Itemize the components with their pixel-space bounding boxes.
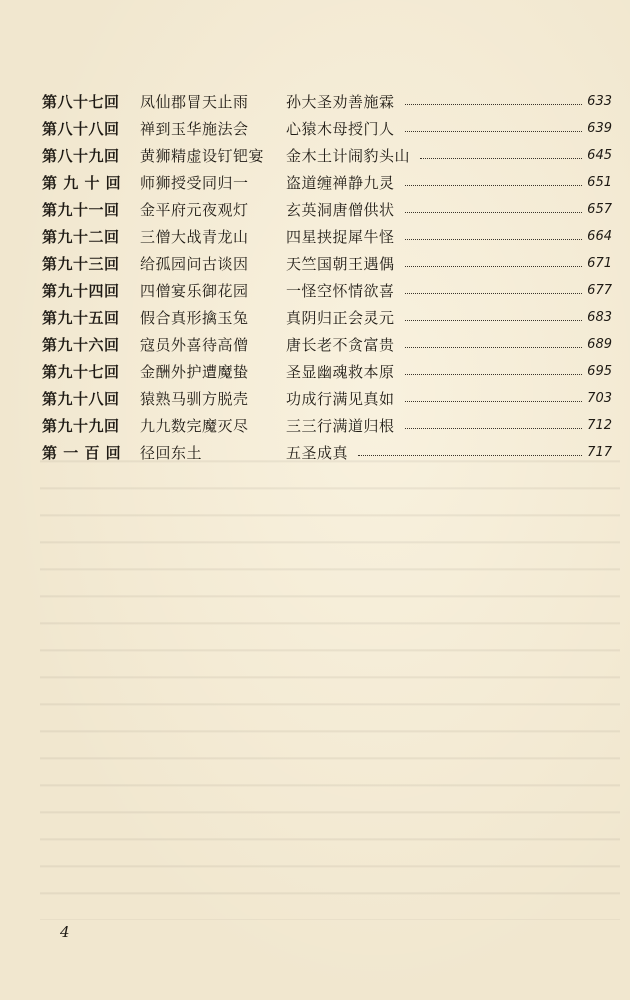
toc-entry (42, 223, 612, 250)
dot-leader (405, 104, 582, 105)
dot-leader (405, 185, 582, 186)
page-reference: 703 (587, 391, 612, 406)
chapter-title-second-line: 盗道缠禅静九灵 (286, 174, 395, 192)
chapter-number: 第九十六回 (42, 336, 120, 354)
chapter-title-second-line: 四星挟捉犀牛怪 (286, 228, 395, 246)
chapter-title-first-line: 三僧大战青龙山 (140, 228, 249, 246)
chapter-title-first-line: 金酬外护遭魔蛰 (140, 363, 249, 381)
chapter-title-second-line: 五圣成真 (286, 444, 349, 462)
chapter-number: 第九十八回 (42, 390, 120, 408)
page-reference: 677 (587, 283, 612, 298)
chapter-title-first-line: 四僧宴乐御花园 (140, 282, 249, 300)
toc-entry (42, 142, 612, 169)
page-reference: 717 (587, 445, 612, 460)
toc-entry (42, 304, 612, 331)
page-reference: 712 (587, 418, 612, 433)
chapter-title-second-line: 玄英洞唐僧供状 (286, 201, 395, 219)
bleed-through-shadow (40, 450, 620, 920)
toc-entry (42, 277, 612, 304)
page-reference: 695 (587, 364, 612, 379)
chapter-number: 第九十五回 (42, 309, 120, 327)
page-reference: 633 (587, 94, 612, 109)
dot-leader (405, 347, 582, 348)
chapter-title-first-line: 假合真形擒玉兔 (140, 309, 249, 327)
chapter-title-first-line: 猿熟马驯方脱壳 (140, 390, 249, 408)
chapter-number: 第 一 百 回 (42, 444, 122, 462)
toc-entry (42, 439, 612, 466)
chapter-number: 第九十三回 (42, 255, 120, 273)
page-reference: 639 (587, 121, 612, 136)
page-number: 4 (60, 923, 70, 941)
chapter-title-first-line: 径回东土 (140, 444, 203, 462)
dot-leader (358, 455, 582, 456)
dot-leader (405, 131, 582, 132)
toc-entry (42, 331, 612, 358)
chapter-title-first-line: 黄狮精虚设钉钯宴 (140, 147, 265, 165)
toc-entry (42, 412, 612, 439)
chapter-title-second-line: 孙大圣劝善施霖 (286, 93, 395, 111)
dot-leader (405, 293, 582, 294)
toc-entry (42, 250, 612, 277)
chapter-number: 第 九 十 回 (42, 174, 122, 192)
chapter-title-first-line: 凤仙郡冒天止雨 (140, 93, 249, 111)
chapter-title-first-line: 寇员外喜待高僧 (140, 336, 249, 354)
chapter-number: 第九十七回 (42, 363, 120, 381)
toc-entry (42, 115, 612, 142)
chapter-number: 第八十七回 (42, 93, 120, 111)
page-reference: 689 (587, 337, 612, 352)
dot-leader (405, 428, 582, 429)
chapter-title-second-line: 唐长老不贪富贵 (286, 336, 395, 354)
page-reference: 683 (587, 310, 612, 325)
chapter-number: 第九十九回 (42, 417, 120, 435)
page-reference: 671 (587, 256, 612, 271)
page-reference: 664 (587, 229, 612, 244)
chapter-number: 第八十八回 (42, 120, 120, 138)
page-reference: 657 (587, 202, 612, 217)
toc-entry (42, 88, 612, 115)
dot-leader (405, 239, 582, 240)
chapter-title-second-line: 功成行满见真如 (286, 390, 395, 408)
toc-entry (42, 169, 612, 196)
chapter-number: 第九十四回 (42, 282, 120, 300)
toc-entry (42, 196, 612, 223)
chapter-title-second-line: 三三行满道归根 (286, 417, 395, 435)
table-of-contents (42, 88, 612, 466)
dot-leader (405, 266, 582, 267)
chapter-title-second-line: 心猿木母授门人 (286, 120, 395, 138)
chapter-number: 第九十二回 (42, 228, 120, 246)
dot-leader (405, 374, 582, 375)
chapter-title-first-line: 禅到玉华施法会 (140, 120, 249, 138)
chapter-title-first-line: 九九数完魔灭尽 (140, 417, 249, 435)
chapter-title-first-line: 师狮授受同归一 (140, 174, 249, 192)
chapter-title-second-line: 真阴归正会灵元 (286, 309, 395, 327)
chapter-title-second-line: 天竺国朝王遇偶 (286, 255, 395, 273)
chapter-number: 第八十九回 (42, 147, 120, 165)
chapter-title-first-line: 给孤园问古谈因 (140, 255, 249, 273)
chapter-title-first-line: 金平府元夜观灯 (140, 201, 249, 219)
dot-leader (405, 212, 582, 213)
chapter-title-second-line: 金木土计闹豹头山 (286, 147, 411, 165)
toc-entry (42, 385, 612, 412)
chapter-title-second-line: 圣显幽魂救本原 (286, 363, 395, 381)
chapter-number: 第九十一回 (42, 201, 120, 219)
dot-leader (420, 158, 582, 159)
dot-leader (405, 401, 582, 402)
dot-leader (405, 320, 582, 321)
page-reference: 651 (587, 175, 612, 190)
toc-entry (42, 358, 612, 385)
page-reference: 645 (587, 148, 612, 163)
chapter-title-second-line: 一怪空怀情欲喜 (286, 282, 395, 300)
